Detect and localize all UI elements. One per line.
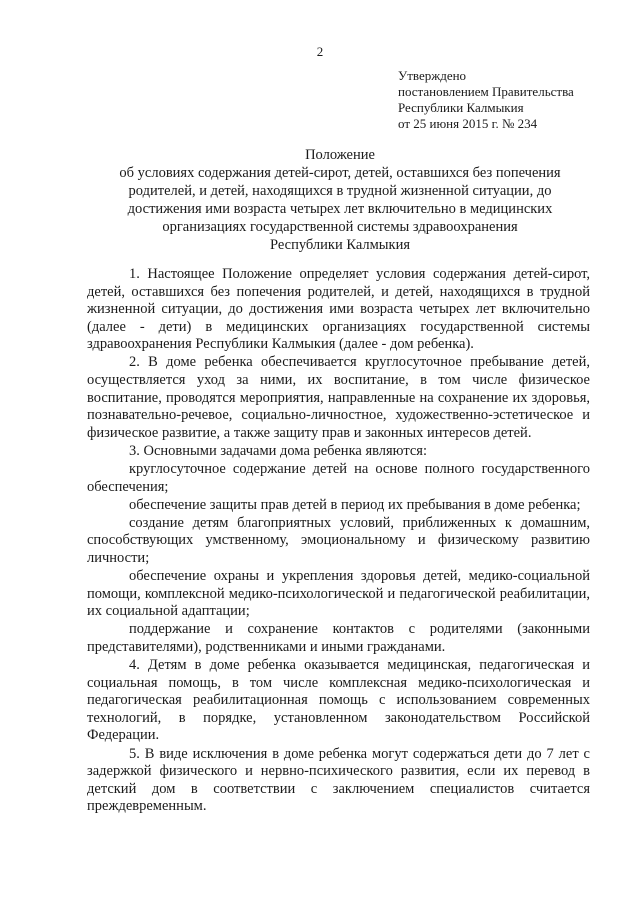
paragraph: обеспечение защиты прав детей в период их пребывания в доме ребенка; (129, 496, 581, 513)
document-title (90, 146, 590, 254)
approval-line: от 25 июня 2015 г. № 234 (398, 116, 538, 131)
title-heading: Положение (305, 147, 375, 163)
paragraph: поддержание и сохранение контактов с родителями (законными представителями), родственниками и иными гражданами. (87, 621, 590, 655)
approval-line: Утверждено (398, 68, 467, 83)
document-body (87, 266, 590, 816)
paragraph: круглосуточное содержание детей на основе полного государственного обеспечения; (87, 461, 590, 495)
paragraph: 2. В доме ребенка обеспечивается круглосуточное пребывание детей, осуществляется уход за ними, их воспитание, в том числе физическое воспитание, проводятся мероприятия, направленные на сохранение их здоровья, познавательно-речевое, социально-личностное, художественно-эстетическое и физическое развитие, а также защиту прав и законных интересов детей. (87, 354, 590, 441)
title-line: достижения ими возраста четырех лет включительно в медицинских (127, 201, 553, 217)
paragraph: 1. Настоящее Положение определяет условия содержания детей-сирот, детей, оставшихся без попечения родителей, и детей, находящихся в трудной жизненной ситуации, до достижения ими возраста четырех лет включительно (далее - дети) в медицинских организациях государственной системы здравоохранения Республики Калмыкия (далее - дом ребенка). (87, 266, 590, 353)
paragraph: 5. В виде исключения в доме ребенка могут содержаться дети до 7 лет с задержкой физического и нервно-психического развития, если их перевод в детский дом в соответствии с заключением специалистов считается преждевременным. (87, 745, 590, 815)
title-line: родителей, и детей, находящихся в трудной жизненной ситуации, до (128, 183, 552, 199)
title-line: об условиях содержания детей-сирот, детей, оставшихся без попечения (119, 165, 561, 181)
paragraph: создание детям благоприятных условий, приближенных к домашним, способствующих умственному, эмоциональному и физическому развитию личности; (87, 514, 590, 566)
approval-stamp (398, 68, 574, 132)
paragraph: обеспечение охраны и укрепления здоровья детей, медико-социальной помощи, комплексной медико-психологической и педагогической реабилитации, их социальной адаптации; (87, 568, 590, 620)
paragraph: 4. Детям в доме ребенка оказывается медицинская, педагогическая и социальная помощь, в том числе комплексная медико-психологическая и педагогическая реабилитационная помощь с использованием современных технологий, в порядке, установленном законодательством Российской Федерации. (87, 657, 590, 744)
title-line: Республики Калмыкия (269, 237, 411, 253)
approval-line: постановлением Правительства (398, 84, 574, 99)
paragraph: 3. Основными задачами дома ребенка являются: (129, 442, 427, 459)
title-line: организациях государственной системы здравоохранения (162, 219, 518, 235)
approval-line: Республики Калмыкия (398, 100, 524, 115)
page-number: 2 (316, 44, 324, 59)
